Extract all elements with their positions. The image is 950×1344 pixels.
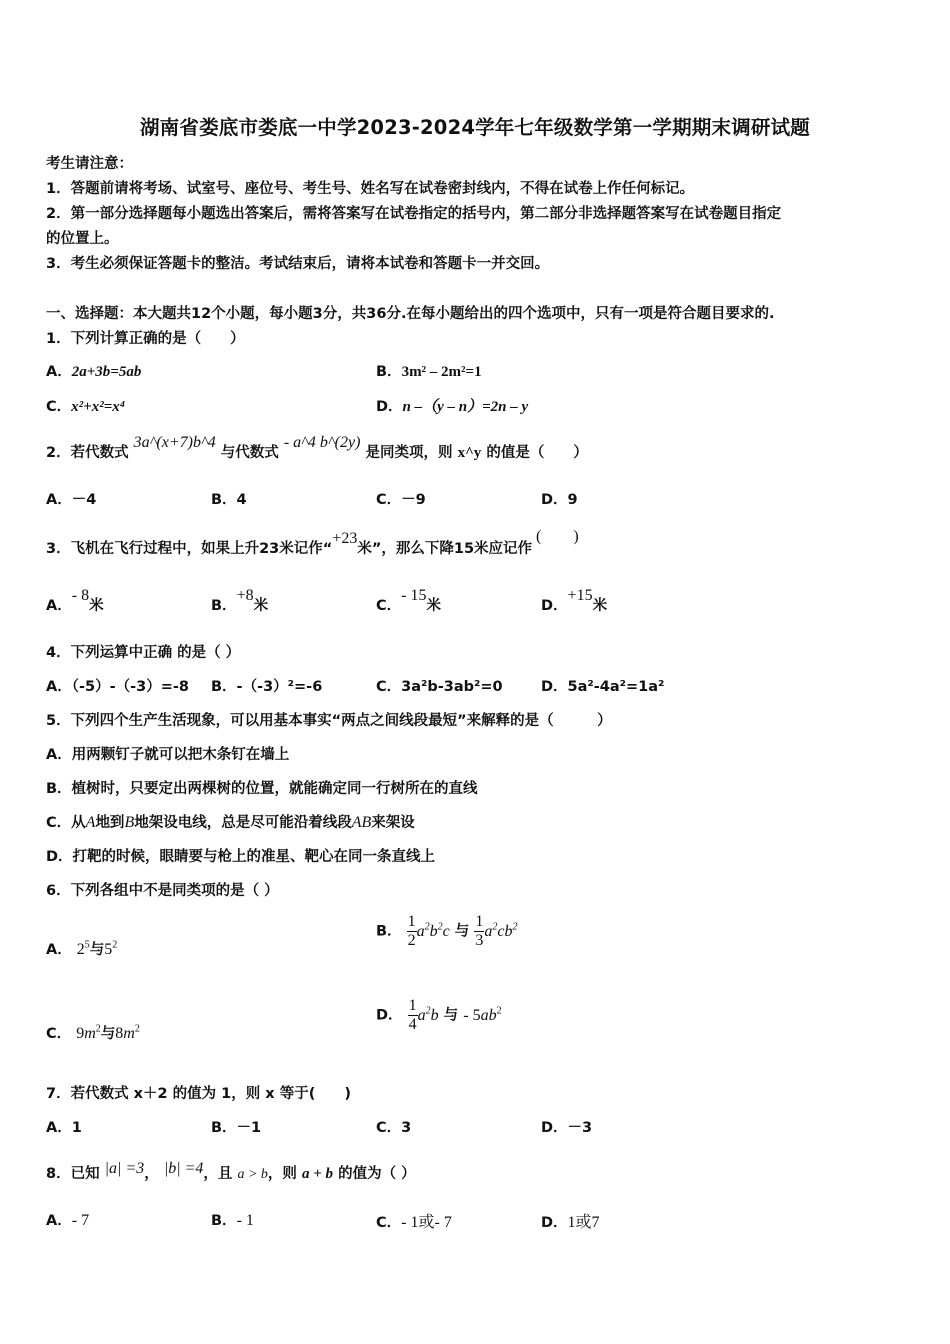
q2-stem: 2．若代数式 3a^(x+7)b^4 与代数式 - a^4 b^(2y) 是同类项，则 x^y 的值是（ ） <box>46 434 588 461</box>
q8-cond2: |b| =4 <box>163 1160 204 1177</box>
q2-expr1: 3a^(x+7)b^4 <box>133 434 216 451</box>
q5-stem: 5．下列四个生产生活现象，可以用基本事实“两点之间线段最短”来解释的是（ ） <box>46 713 612 729</box>
q3-stem: 3．飞机在飞行过程中，如果上升23米记作“+23米”，那么下降15米应记作( ) <box>46 528 579 557</box>
notice-item-2-cont: 的位置上。 <box>46 231 119 247</box>
notice-item-2: 2．第一部分选择题每小题选出答案后，需将答案写在试卷指定的括号内，第二部分非选择题答案写在试卷题目指定 <box>46 206 782 222</box>
q6-option-c: C． $9m^2$与$8m^2$ <box>46 1023 140 1042</box>
q5-option-b: B．植树时，只要定出两棵树的位置，就能确定同一行树所在的直线 <box>46 781 478 797</box>
q1-d-expr: n –（y – n）=2n – y <box>402 399 529 415</box>
q5-option-d: D．打靶的时候，眼睛要与枪上的准星、靶心在同一条直线上 <box>46 849 436 865</box>
q1-b-expr: 3m² – 2m²=1 <box>401 364 482 380</box>
q3-c-value: - 15 <box>401 587 427 604</box>
q7-option-d: D．－3 <box>541 1120 593 1136</box>
q8-cond3: a > b <box>237 1167 268 1182</box>
q7-option-b: B．－1 <box>211 1120 262 1136</box>
q1-option-b: B．3m² – 2m²=1 <box>376 364 482 380</box>
q6-option-b: B． $\frac{1}{2}$ $a^2b^2c$ 与 $\frac{1}{3}$ $a^2cb^2$ <box>376 913 518 949</box>
q8-stem: 8．已知 |a| =3， |b| =4，且 a > b，则 a + b 的值为（ ） <box>46 1160 416 1182</box>
q2-option-c: C．－9 <box>376 492 426 508</box>
q5-option-a: A．用两颗钉子就可以把木条钉在墙上 <box>46 747 290 763</box>
q2-option-a: A．－4 <box>46 492 97 508</box>
q4-option-b: B．-（-3）²=-6 <box>211 679 323 695</box>
q8-cond1: |a| =3 <box>104 1160 145 1177</box>
q6-stem: 6．下列各组中不是同类项的是（ ） <box>46 883 279 899</box>
q8-expr: a + b <box>301 1166 334 1182</box>
q8-option-d: D．1或7 <box>541 1214 600 1231</box>
q6-a-expr2: $5^2$ <box>104 939 118 958</box>
q8-option-a: A．- 7 <box>46 1212 90 1229</box>
q8-option-b: B．- 1 <box>211 1212 254 1229</box>
q6-a-expr1: $2^5$ <box>76 939 90 958</box>
q3-expr: +23 <box>332 530 358 547</box>
q3-option-a: A．- 8米 <box>46 587 104 614</box>
notice-item-1: 1．答题前请将考场、试室号、座位号、考生号、姓名写在试卷密封线内，不得在试卷上作任何标记。 <box>46 181 695 197</box>
q7-stem: 7．若代数式 x＋2 的值为 1，则 x 等于( ) <box>46 1086 351 1102</box>
q3-paren: ( ) <box>536 528 579 545</box>
q3-a-value: - 8 <box>71 587 90 604</box>
notice-item-3: 3．考生必须保证答题卡的整洁。考试结束后，请将本试卷和答题卡一并交回。 <box>46 256 550 272</box>
q2-xy: x^y <box>457 445 482 461</box>
q1-option-a: A．2a+3b=5ab <box>46 364 142 380</box>
q2-expr2: - a^4 b^(2y) <box>283 434 361 451</box>
q4-option-d: D．5a²-4a²=1a² <box>541 679 665 695</box>
q6-option-d: D． $\frac{1}{4}$ $a^2b$ 与 - $5ab^2$ <box>376 997 502 1033</box>
q2-option-b: B．4 <box>211 492 247 508</box>
q1-a-expr: 2a+3b=5ab <box>71 364 142 380</box>
q7-option-c: C．3 <box>376 1120 412 1136</box>
q6-option-a: A． $2^5$与$5^2$ <box>46 939 118 958</box>
q3-b-value: +8 <box>236 587 254 604</box>
q8-option-c: C．- 1或- 7 <box>376 1214 452 1231</box>
q3-option-b: B．+8米 <box>211 587 269 614</box>
q1-c-expr: x²+x²=x⁴ <box>71 399 125 415</box>
q4-stem: 4．下列运算中正确 的是（ ） <box>46 645 241 661</box>
q3-option-d: D．+15米 <box>541 587 608 614</box>
q2-option-d: D．9 <box>541 492 578 508</box>
q1-option-d: D．n –（y – n）=2n – y <box>376 399 529 415</box>
page-title: 湖南省娄底市娄底一中学2023-2024学年七年级数学第一学期期末调研试题 <box>139 116 811 139</box>
q3-option-c: C．- 15米 <box>376 587 441 614</box>
q5-option-c: C．从A地到B地架设电线，总是尽可能沿着线段AB来架设 <box>46 814 415 831</box>
q4-option-a: A．（-5）-（-3）=-8 <box>46 679 189 695</box>
section-heading: 一、选择题：本大题共12个小题，每小题3分，共36分.在每小题给出的四个选项中，只有一项是符合题目要求的. <box>46 306 775 322</box>
q3-d-value: +15 <box>567 587 593 604</box>
q4-option-c: C．3a²b-3ab²=0 <box>376 679 503 695</box>
q1-stem: 1．下列计算正确的是（ ） <box>46 331 245 347</box>
notice-heading: 考生请注意： <box>46 156 133 172</box>
q7-option-a: A．1 <box>46 1120 82 1136</box>
q1-option-c: C．x²+x²=x⁴ <box>46 399 125 415</box>
